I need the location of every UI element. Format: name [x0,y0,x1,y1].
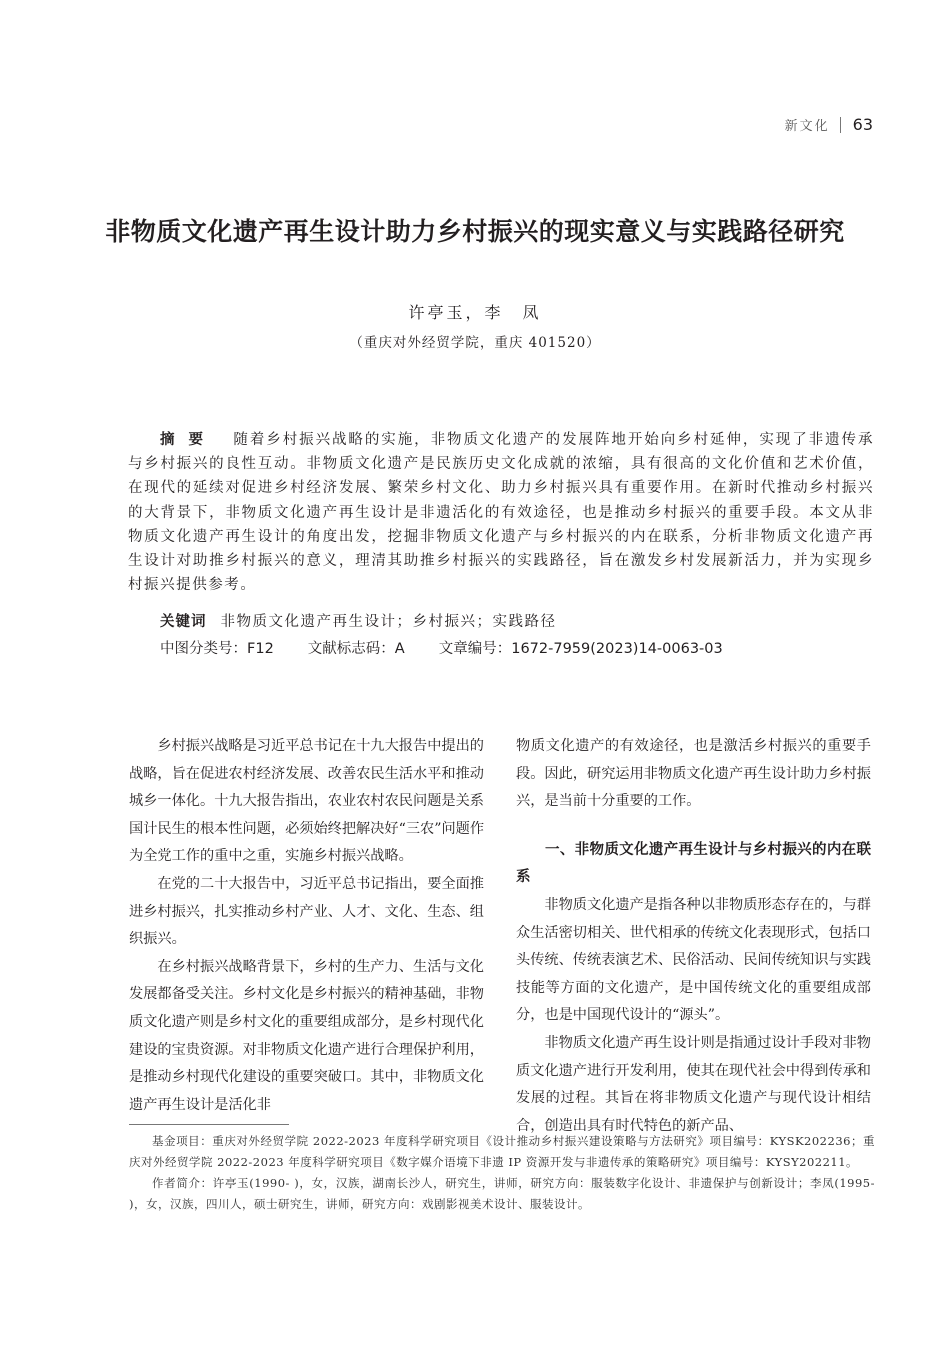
article-id: 文章编号：1672-7959(2023)14-0063-03 [438,641,723,657]
classification-line [160,637,723,658]
paragraph-continued: 物质文化遗产的有效途径，也是激活乡村振兴的重要手段。因此，研究运用非物质文化遗产再生设计助力乡村振兴，是当前十分重要的工作。 [516,738,871,810]
journal-section: 新文化 [784,119,830,134]
paragraph: 乡村振兴战略是习近平总书记在十九大报告中提出的战略，旨在促进农村经济发展、改善农民生活水平和推动城乡一体化。十九大报告指出，农业农村农民问题是关系国计民生的根本性问题，必须始终把解决好“三农”问题作为全党工作的重中之重，实施乡村振兴战略。 [129,738,485,865]
keywords-label: 关键词 [160,614,207,630]
paragraph: 在乡村振兴战略背景下，乡村的生产力、生活与文化发展都备受关注。乡村文化是乡村振兴的精神基础，非物质文化遗产则是乡村文化的重要组成部分，是乡村现代化建设的宝贵资源。对非物质文化遗产进行合理保护利用，是推动乡村现代化建设的重要突破口。其中，非物质文化遗产再生设计是活化非 [129,958,484,1113]
abstract [128,428,874,597]
paragraph: 在党的二十大报告中，习近平总书记指出，要全面推进乡村振兴，扎实推动乡村产业、人才、文化、生态、组织振兴。 [129,875,484,948]
page-number: 63 [852,115,873,134]
footnote-funding: 基金项目：重庆对外经贸学院 2022-2023 年度科学研究项目《设计推动乡村振兴建设策略与方法研究》项目编号：KYSK202236；重庆对外经贸学院 2022-2023 年度科学研究项目《数字媒介语境下非遗 IP 资源开发与非遗传承的策略研究》项目编号：KYSY202211。 [129,1134,875,1169]
keywords [160,610,557,631]
paper-title: 非物质文化遗产再生设计助力乡村振兴的现实意义与实践路径研究 [105,217,845,246]
header-divider [840,117,841,133]
clc-number: 中图分类号：F12 [160,641,274,657]
abstract-label: 摘要 [160,432,217,448]
running-header [785,114,873,134]
paragraph: 非物质文化遗产再生设计则是指通过设计手段对非物质文化遗产进行开发利用，使其在现代社会中得到传承和发展的过程。其旨在将非物质文化遗产与现代设计相结合，创造出具有时代特色的新产品、 [516,1034,871,1134]
footnote-divider [129,1124,289,1125]
footnote-authors: 作者简介：许亭玉(1990- )，女，汉族，湖南长沙人，研究生，讲师，研究方向：服装数字化设计、非遗保护与创新设计；李凤(1995- )，女，汉族，四川人，硕士研究生，讲师，研究方向：戏剧影视美术设计、服装设计。 [129,1176,875,1211]
body-column-right [516,733,871,1140]
section-heading: 一、非物质文化遗产再生设计与乡村振兴的内在联系 [516,841,871,886]
affiliation: （重庆对外经贸学院，重庆 401520） [349,335,601,351]
keywords-text: 非物质文化遗产再生设计；乡村振兴；实践路径 [220,614,557,630]
abstract-text: 随着乡村振兴战略的实施，非物质文化遗产的发展阵地开始向乡村延伸，实现了非遗传承与乡村振兴的良性互动。非物质文化遗产是民族历史文化成就的浓缩，具有很高的文化价值和艺术价值，在现代的延续对促进乡村经济发展、繁荣乡村文化、助力乡村振兴具有重要作用。在新时代推动乡村振兴的大背景下，非物质文化遗产再生设计是非遗活化的有效途径，也是推动乡村振兴的重要手段。本文从非物质文化遗产再生设计的角度出发，挖掘非物质文化遗产与乡村振兴的内在联系，分析非物质文化遗产再生设计对助推乡村振兴的意义，理清其助推乡村振兴的实践路径，旨在激发乡村发展新活力，并为实现乡村振兴提供参考。 [128,432,874,594]
authors: 许亭玉，李 凤 [408,303,542,322]
paragraph: 非物质文化遗产是指各种以非物质形态存在的，与群众生活密切相关、世代相承的传统文化表现形式，包括口头传统、传统表演艺术、民俗活动、民间传统知识与实践技能等方面的文化遗产，是中国传统文化的重要组成部分，也是中国现代设计的“源头”。 [516,896,871,1024]
body-column-left [129,733,484,1119]
document-code: 文献标志码：A [307,641,405,657]
footnotes [129,1131,875,1215]
